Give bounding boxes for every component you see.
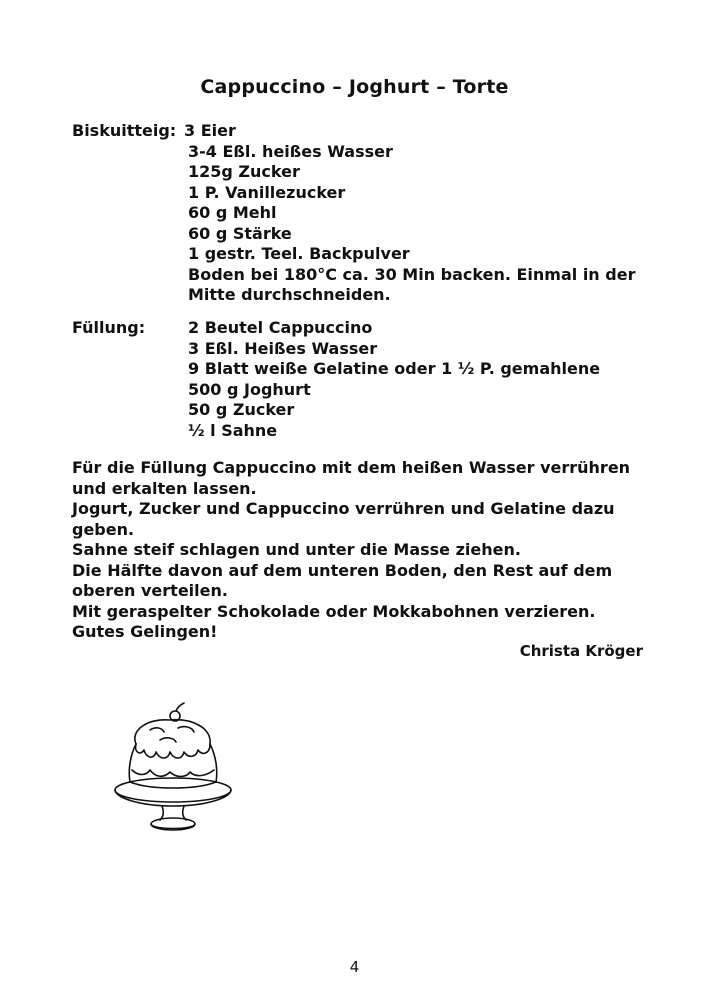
ingredient-item: 3 Eßl. Heißes Wasser xyxy=(188,338,378,358)
ingredient-item: ½ l Sahne xyxy=(188,420,278,440)
ingredient-item: 60 g Mehl xyxy=(188,203,277,222)
instruction-step: Sahne steif schlagen und unter die Masse ziehen. xyxy=(72,540,521,559)
baking-instruction: Boden bei 180°C ca. 30 Min backen. Einmal in der Mitte durchschneiden. xyxy=(188,264,636,304)
ingredient-item: 1 gestr. Teel. Backpulver xyxy=(188,244,410,263)
ingredient-item: 50 g Zucker xyxy=(188,400,295,419)
ingredient-item: 3 Eier xyxy=(184,121,236,140)
instruction-step: Mit geraspelter Schokolade oder Mokkabohnen verzieren. xyxy=(72,601,596,621)
ingredient-item: 1 P. Vanillezucker xyxy=(188,182,346,202)
instruction-step: Jogurt, Zucker und Cappuccino verrühren und Gelatine dazu geben. xyxy=(72,499,615,539)
instruction-step: Die Hälfte davon auf dem unteren Boden, den Rest auf dem oberen verteilen. xyxy=(72,560,613,600)
instruction-step: Für die Füllung Cappuccino mit dem heißen Wasser verrühren und erkalten lassen. xyxy=(72,458,631,498)
biskuitteig-label: Biskuitteig: xyxy=(72,121,177,140)
ingredient-item: 3-4 Eßl. heißes Wasser xyxy=(188,141,393,161)
instructions-list xyxy=(72,458,647,643)
ingredient-item: 60 g Stärke xyxy=(188,223,292,243)
author-name: Christa Kröger xyxy=(519,642,643,660)
ingredient-item: 2 Beutel Cappuccino xyxy=(188,318,373,337)
ingredient-item: 125g Zucker xyxy=(188,162,300,181)
fuellung-ingredient-list xyxy=(188,318,668,441)
page-number: 4 xyxy=(349,958,360,976)
biskuitteig-ingredient-list xyxy=(184,121,668,306)
ingredient-item: 500 g Joghurt xyxy=(188,379,311,399)
ingredient-item: 9 Blatt weiße Gelatine oder 1 ½ P. gemahlene xyxy=(188,359,601,378)
recipe-title: Cappuccino – Joghurt – Torte xyxy=(200,76,509,98)
closing-line: Gutes Gelingen! xyxy=(72,622,218,641)
cake-on-stand-icon xyxy=(100,700,245,840)
fuellung-label: Füllung: xyxy=(72,318,146,337)
